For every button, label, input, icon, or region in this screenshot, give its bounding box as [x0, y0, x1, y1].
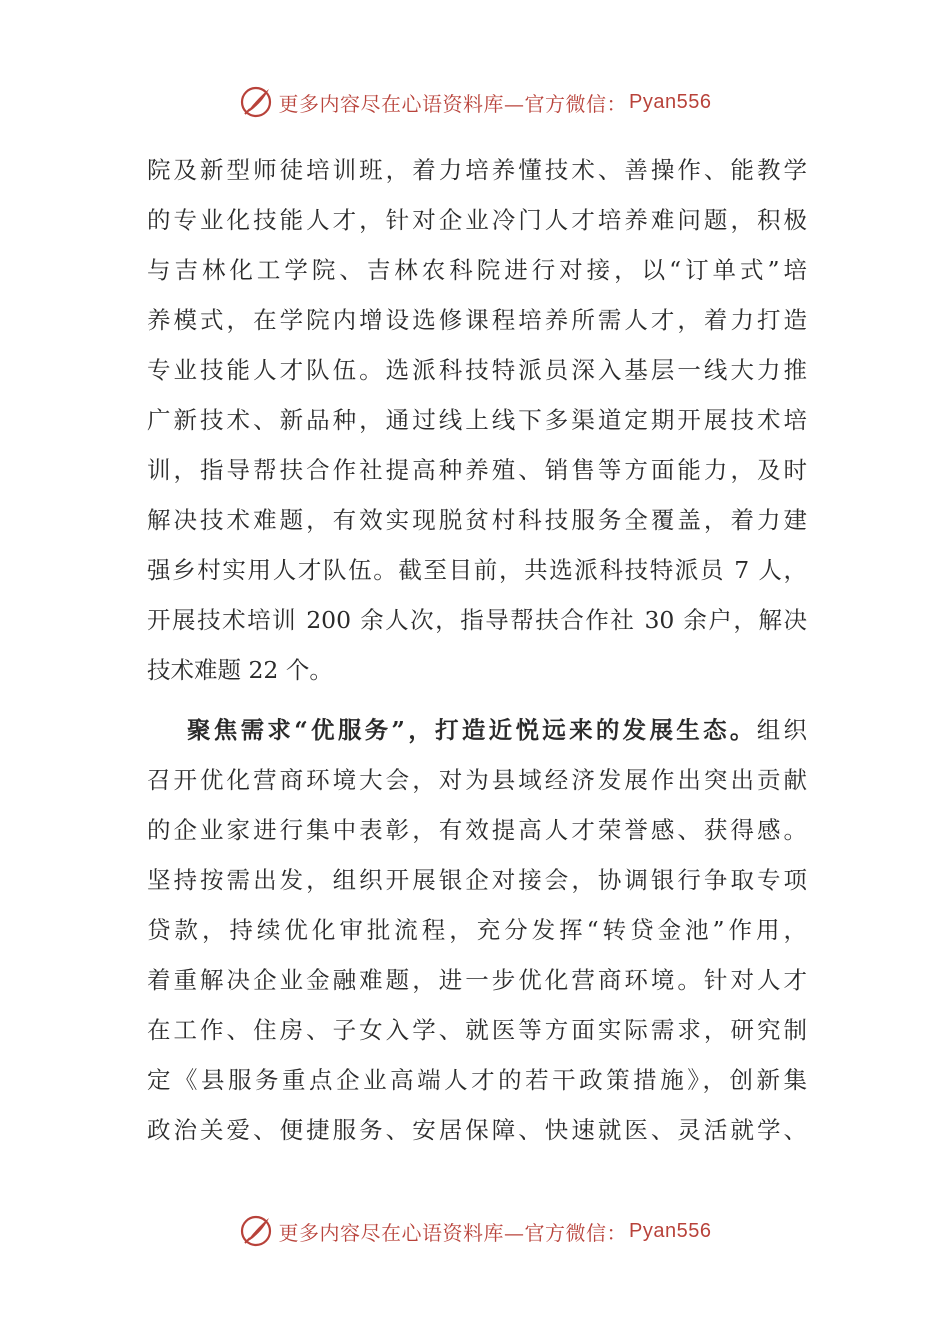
text-line: 技术难题 22 个。 [147, 656, 333, 684]
text-line: 与吉林化工学院、吉林农科院进行对接，以“订单式”培 [147, 256, 807, 284]
quill-pen-logo-icon [239, 85, 273, 119]
text-line: 贷款，持续优化审批流程，充分发挥“转贷金池”作用， [147, 916, 807, 944]
text-line: 开展技术培训 200 余人次，指导帮扶合作社 30 余户，解决 [147, 606, 807, 634]
quill-pen-logo-icon [239, 1214, 273, 1248]
paragraph-heading: 聚焦需求“优服务”，打造近悦远来的发展生态。 [187, 716, 757, 744]
heading-line-rest: 组织 [756, 716, 807, 744]
text-line: 定《县服务重点企业高端人才的若干政策措施》，创新集 [147, 1066, 807, 1094]
text-line: 在工作、住房、子女入学、就医等方面实际需求，研究制 [147, 1016, 807, 1044]
text-line: 的企业家进行集中表彰，有效提高人才荣誉感、获得感。 [147, 816, 807, 844]
text-line: 解决技术难题，有效实现脱贫村科技服务全覆盖，着力建 [147, 506, 807, 534]
banner-text: 更多内容尽在心语资料库—官方微信： [278, 91, 628, 116]
text-line: 强乡村实用人才队伍。截至目前，共选派科技特派员 7 人， [147, 556, 807, 584]
text-line: 训，指导帮扶合作社提高种养殖、销售等方面能力，及时 [147, 456, 807, 484]
text-line: 坚持按需出发，组织开展银企对接会，协调银行争取专项 [147, 866, 807, 894]
text-line: 专业技能人才队伍。选派科技特派员深入基层一线大力推 [147, 356, 807, 384]
text-line: 广新技术、新品种，通过线上线下多渠道定期开展技术培 [147, 406, 807, 434]
text-line: 的专业化技能人才，针对企业冷门人才培养难问题，积极 [147, 206, 807, 234]
paragraph-heading-line [147, 705, 807, 755]
text-line: 政治关爱、便捷服务、安居保障、快速就医、灵活就学、 [147, 1116, 807, 1144]
wechat-id: Pyan556 [629, 90, 712, 113]
document-body [147, 145, 807, 1155]
text-line: 院及新型师徒培训班，着力培养懂技术、善操作、能教学 [147, 156, 807, 184]
text-line: 召开优化营商环境大会，对为县域经济发展作出突出贡献 [147, 766, 807, 794]
text-line: 着重解决企业金融难题，进一步优化营商环境。针对人才 [147, 966, 807, 994]
paragraph-gap [147, 695, 807, 705]
footer-banner [0, 1211, 950, 1251]
wechat-id: Pyan556 [629, 1219, 712, 1242]
banner-text: 更多内容尽在心语资料库—官方微信： [278, 1220, 628, 1245]
header-banner [0, 82, 950, 122]
text-line: 养模式，在学院内增设选修课程培养所需人才，着力打造 [147, 306, 807, 334]
